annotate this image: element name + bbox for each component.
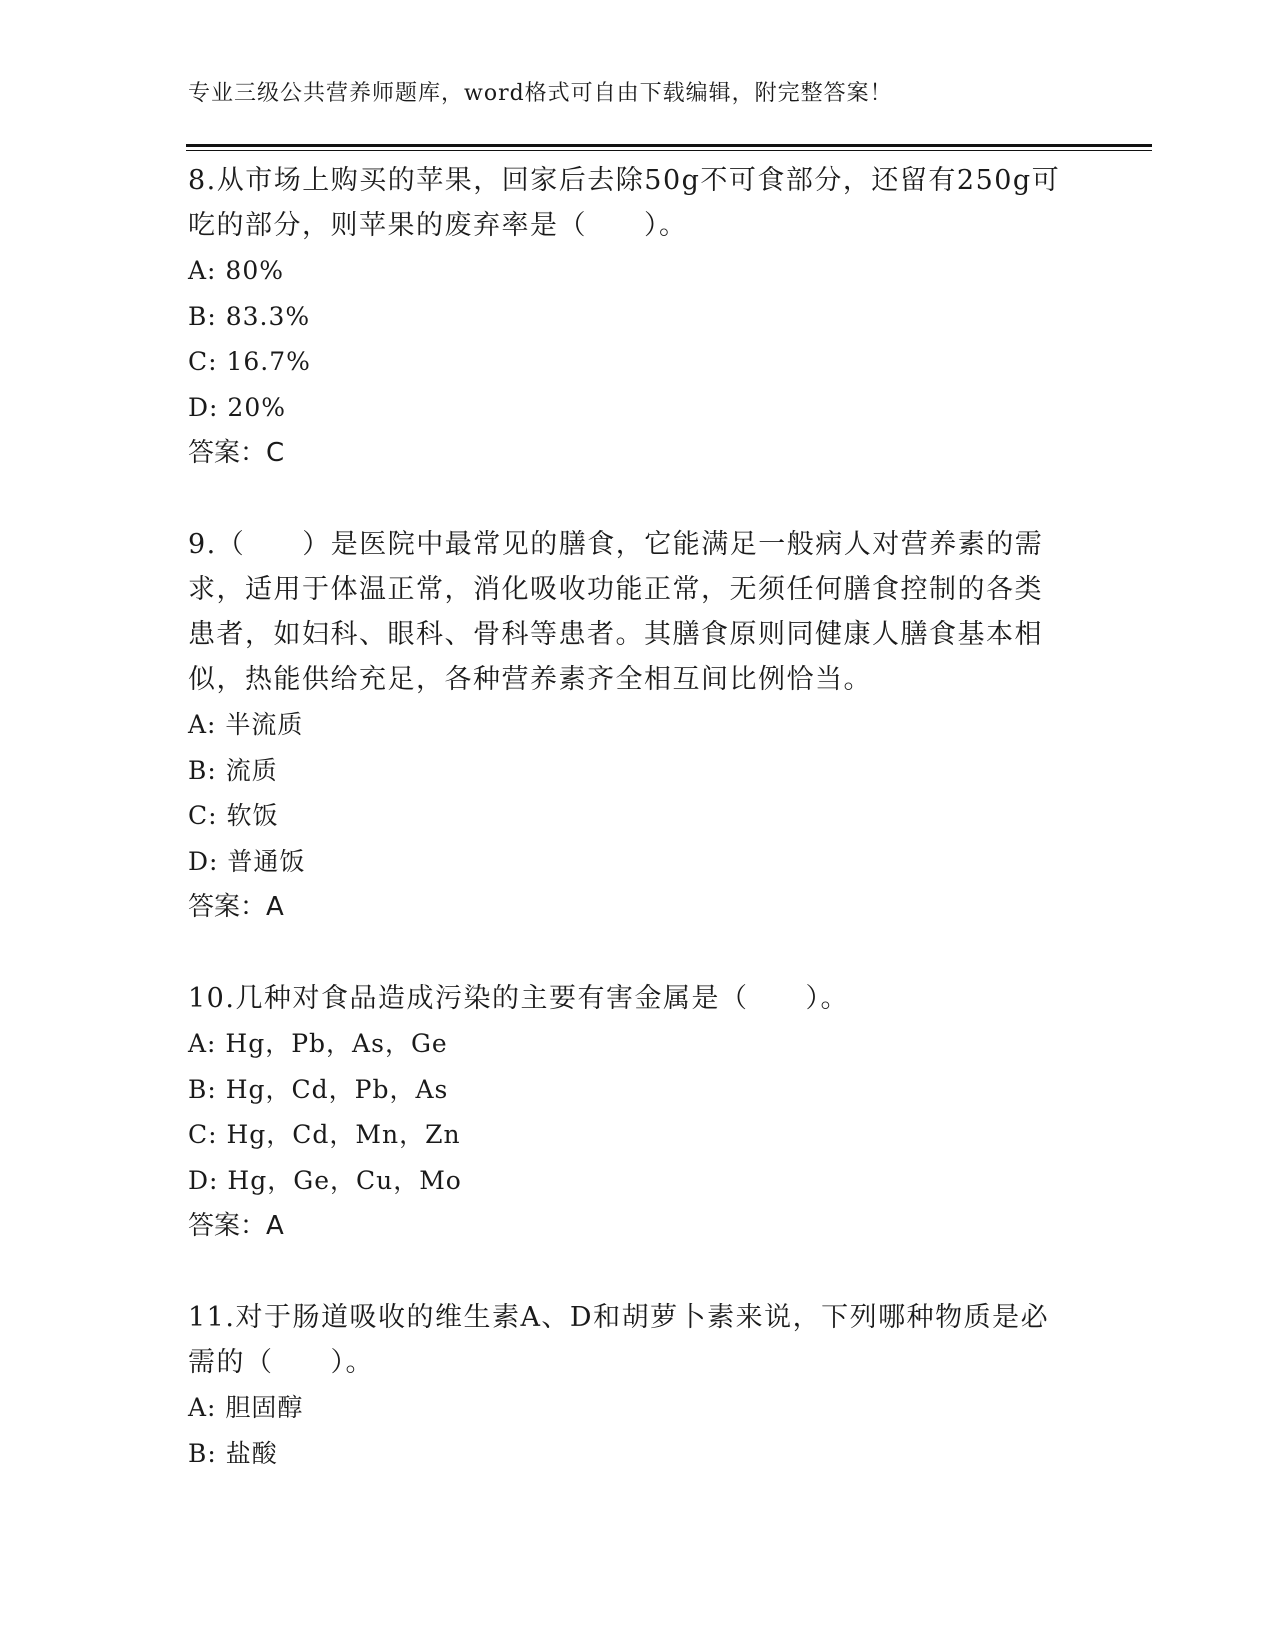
question-stem-line: 似，热能供给充足，各种营养素齐全相互间比例恰当。: [188, 664, 872, 695]
question-stem-line: 需的（ ）。: [188, 1347, 374, 1378]
question-11: [188, 1295, 1108, 1476]
page-header: 专业三级公共营养师题库，word格式可自由下载编辑，附完整答案！: [188, 81, 893, 106]
header-divider-thin: [186, 150, 1152, 151]
question-10: [188, 976, 1108, 1249]
option-c: C: Hg，Cd，Mn，Zn: [188, 1120, 461, 1149]
option-c: C: 软饭: [188, 801, 279, 830]
option-b: B: 流质: [188, 755, 278, 785]
question-stem-line: 9.（ ）是医院中最常见的膳食，它能满足一般病人对营养素的需: [188, 529, 1044, 560]
option-d: D: Hg，Ge，Cu，Mo: [188, 1165, 462, 1195]
option-a: A: 半流质: [188, 710, 304, 739]
question-stem-line: 吃的部分，则苹果的废弃率是（ ）。: [188, 210, 688, 241]
option-d: D: 普通饭: [188, 846, 306, 876]
question-9: [188, 522, 1108, 930]
question-list: [188, 158, 1108, 1476]
question-stem-line: 8.从市场上购买的苹果，回家后去除50g不可食部分，还留有250g可: [188, 165, 1061, 196]
question-8: [188, 158, 1108, 476]
answer-line: 答案：C: [188, 438, 285, 468]
question-stem-line: 11.对于肠道吸收的维生素A、D和胡萝卜素来说，下列哪种物质是必: [188, 1302, 1050, 1333]
option-d: D: 20%: [188, 392, 286, 422]
option-b: B: 盐酸: [188, 1438, 278, 1468]
answer-line: 答案：A: [188, 1211, 284, 1241]
option-a: A: 胆固醇: [188, 1393, 304, 1422]
answer-line: 答案：A: [188, 892, 284, 922]
option-a: A: 80%: [188, 256, 284, 285]
question-stem-line: 求，适用于体温正常，消化吸收功能正常，无须任何膳食控制的各类: [188, 574, 1043, 605]
question-stem-line: 10.几种对食品造成污染的主要有害金属是（ ）。: [188, 983, 849, 1014]
option-a: A: Hg，Pb，As，Ge: [188, 1029, 448, 1058]
question-stem-line: 患者，如妇科、眼科、骨科等患者。其膳食原则同健康人膳食基本相: [188, 619, 1043, 650]
option-b: B: 83.3%: [188, 301, 311, 331]
option-c: C: 16.7%: [188, 347, 311, 376]
header-divider-thick: [186, 144, 1152, 147]
option-b: B: Hg，Cd，Pb，As: [188, 1074, 449, 1104]
